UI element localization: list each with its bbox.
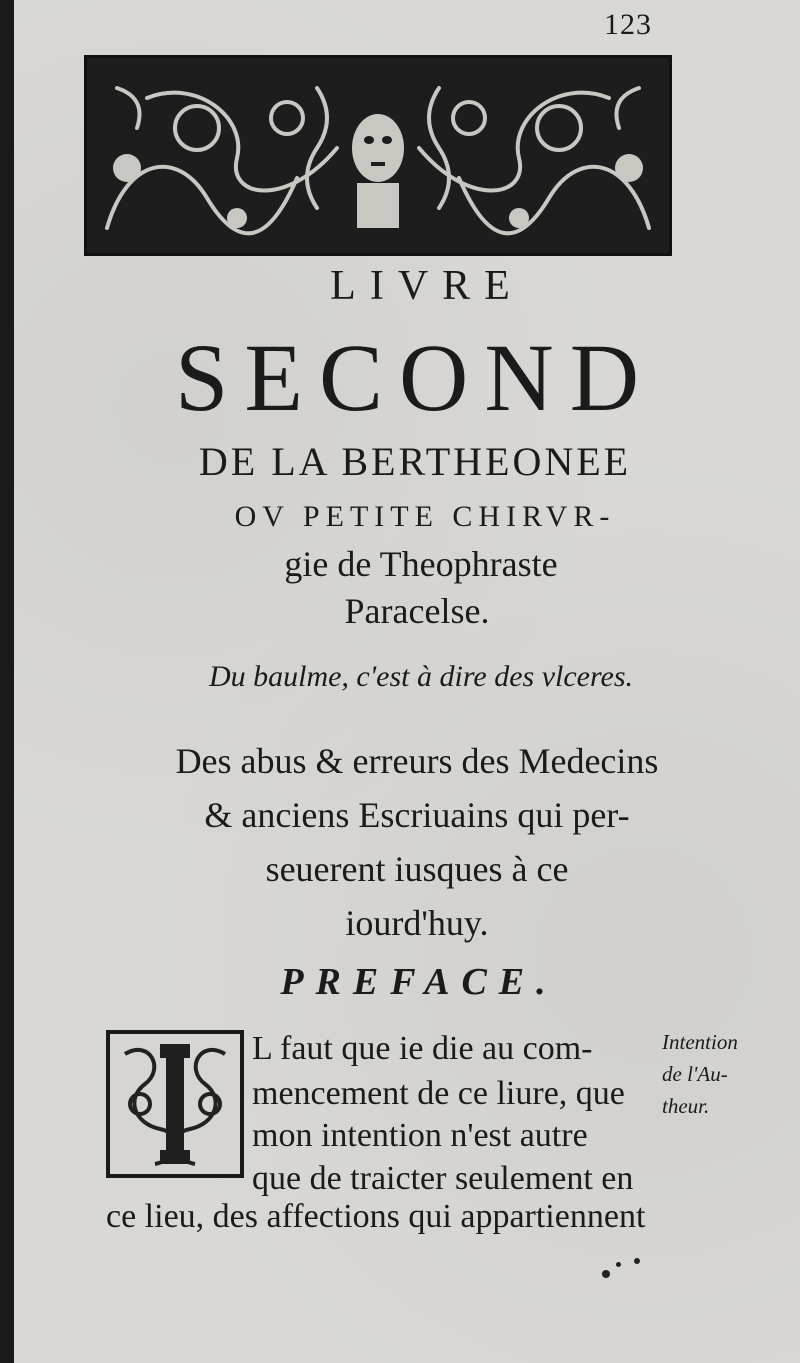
- ink-speck: [602, 1270, 610, 1278]
- body-line: que de traicter seulement en: [252, 1160, 634, 1197]
- preface-heading: PREFACE.: [280, 961, 558, 1003]
- decorated-initial-icon: [106, 1030, 244, 1178]
- abus-line: seuerent iusques à ce: [265, 849, 569, 889]
- body-line: mon intention n'est autre: [252, 1117, 588, 1154]
- abus-line: & anciens Escriuains qui per-: [204, 795, 630, 835]
- abus-paragraph: [24, 734, 800, 950]
- marginal-note-line: theur.: [662, 1094, 710, 1118]
- title-second: SECOND: [174, 324, 656, 431]
- body-line: ce lieu, des affections qui appartiennent: [106, 1198, 646, 1235]
- ink-speck: [616, 1262, 621, 1267]
- marginal-note-line: Intention: [662, 1030, 738, 1054]
- title-paracelse: Paracelse.: [344, 591, 490, 631]
- marginal-note-line: de l'Au-: [662, 1062, 728, 1086]
- book-page: [14, 0, 800, 1363]
- abus-line: iourd'huy.: [345, 903, 489, 943]
- body-line: L faut que ie die au com-: [252, 1030, 593, 1067]
- title-bertheonee: DE LA BERTHEONEE: [198, 439, 632, 484]
- abus-line: Des abus & erreurs des Medecins: [175, 741, 659, 781]
- body-line: mencement de ce liure, que: [252, 1075, 625, 1112]
- page-number: 123: [604, 8, 652, 41]
- title-theophraste: gie de Theophraste: [284, 544, 558, 584]
- woodcut-ornament-icon: [84, 55, 672, 256]
- subtitle-baulme: Du baulme, c'est à dire des vlceres.: [208, 660, 634, 693]
- marginal-note: [662, 1026, 774, 1122]
- title-livre: LIVRE: [330, 263, 524, 309]
- ink-speck: [634, 1258, 640, 1264]
- title-petite-chirurgie: OV PETITE CHIRVR-: [234, 500, 616, 533]
